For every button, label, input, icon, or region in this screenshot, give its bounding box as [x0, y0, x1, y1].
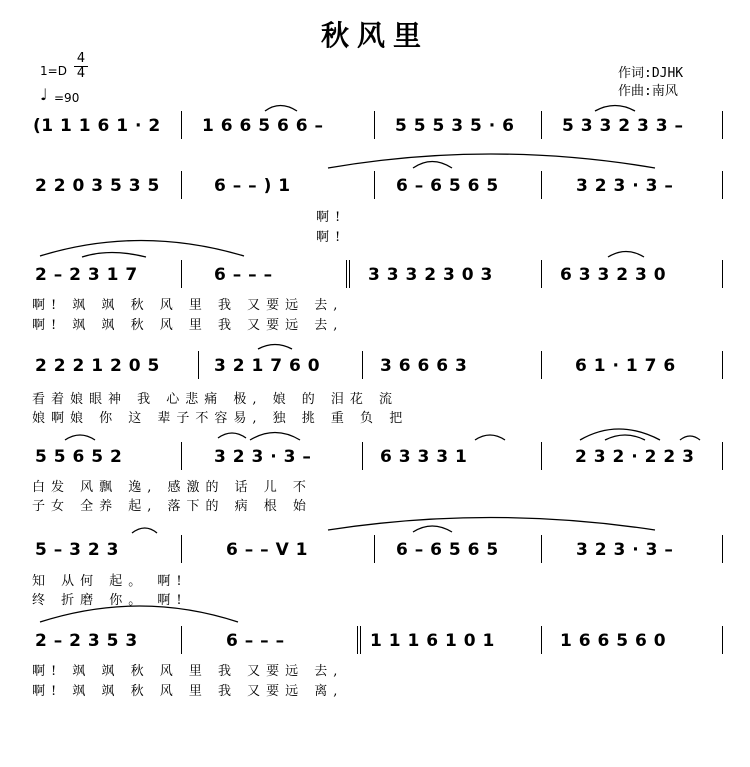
slur [475, 435, 505, 440]
slur [40, 606, 238, 622]
bar-line [181, 535, 182, 563]
bar-line [722, 442, 723, 470]
measure: 3 2 1 7 6 0 [214, 356, 321, 376]
measure: 2 – 2 3 1 7 [35, 265, 138, 285]
page-title: 秋风里 [320, 19, 429, 52]
measure: 6 – – V 1 [226, 540, 308, 560]
time-signature [74, 53, 88, 80]
key-signature: 1=D [40, 64, 67, 78]
measure: 6 – 6 5 6 5 [396, 176, 499, 196]
lyric-line: 啊! [316, 210, 347, 225]
lyric-line: 啊! 飒 飒 秋 风 里 我 又要远 离, [32, 684, 344, 699]
bar-line [722, 260, 723, 288]
slur [132, 528, 157, 533]
bar-line [181, 442, 182, 470]
bar-line [541, 260, 542, 288]
lyric-line: 啊! 飒 飒 秋 风 里 我 又要远 去, [32, 298, 344, 313]
lyric-line: 啊! 飒 飒 秋 风 里 我 又要远 去, [32, 318, 344, 333]
lyric-line: 娘啊娘 你 这 辈子不容易, 独 挑 重 负 把 [32, 411, 409, 426]
bar-line [722, 535, 723, 563]
slur [413, 526, 452, 532]
measure: 3 6 6 6 3 [380, 356, 468, 376]
measure: 2 2 2 1 2 0 5 [35, 356, 160, 376]
quarter-note-icon: ♩ [40, 85, 48, 104]
measure: 5 3 3 2 3 3 – [562, 116, 684, 136]
bar-line [722, 111, 723, 139]
slur [250, 433, 300, 441]
bar-line [722, 351, 723, 379]
measure: 2 – 2 3 5 3 [35, 631, 138, 651]
bar-line [360, 626, 361, 654]
measure: 5 5 5 3 5 · 6 [395, 116, 515, 136]
slur [40, 241, 244, 257]
measure: 3 2 3 · 3 – [214, 447, 312, 467]
bar-line [541, 351, 542, 379]
measure: 1 6 6 5 6 6 – [202, 116, 324, 136]
slur [605, 435, 645, 440]
measure: 2 3 2 · 2 2 3 [575, 447, 695, 467]
measure: 5 5 6 5 2 [35, 447, 123, 467]
bar-line [541, 442, 542, 470]
bar-line [357, 626, 358, 654]
slur [608, 252, 644, 258]
lyricist-credit: 作词:DJHK [618, 66, 684, 81]
slur [258, 345, 292, 350]
measure: 6 3 3 2 3 0 [560, 265, 667, 285]
bar-line [346, 260, 347, 288]
slur [328, 154, 655, 168]
bar-line [374, 535, 375, 563]
slur [218, 433, 246, 438]
bar-line [181, 626, 182, 654]
slur [595, 106, 635, 112]
measure: 5 – 3 2 3 [35, 540, 119, 560]
bar-line [722, 171, 723, 199]
measure: 3 2 3 · 3 – [576, 540, 674, 560]
tempo-marking: =90 [54, 91, 80, 105]
measure: 6 1 · 1 7 6 [575, 356, 676, 376]
measure: 6 3 3 3 1 [380, 447, 468, 467]
measure: 6 – – – [214, 265, 273, 285]
slur [680, 436, 700, 440]
measure: 6 – – – [226, 631, 285, 651]
bar-line [722, 626, 723, 654]
lyric-line: 看着娘眼神 我 心悲痛 极, 娘 的 泪花 流 [32, 392, 399, 407]
time-signature-top: 4 [76, 51, 86, 66]
slur [265, 106, 297, 112]
bar-line [541, 626, 542, 654]
bar-line [349, 260, 350, 288]
slur [328, 518, 655, 531]
measure: 1 6 6 5 6 0 [560, 631, 667, 651]
measure: 6 – 6 5 6 5 [396, 540, 499, 560]
time-signature-bottom: 4 [76, 66, 86, 81]
measure: 3 2 3 · 3 – [576, 176, 674, 196]
slur [82, 253, 146, 258]
measure: 1 1 1 6 1 0 1 [370, 631, 495, 651]
lyric-line: 啊! [316, 230, 347, 245]
slur [580, 429, 660, 440]
bar-line [541, 111, 542, 139]
bar-line [362, 351, 363, 379]
bar-line [181, 111, 182, 139]
measure: 2 2 0 3 5 3 5 [35, 176, 160, 196]
bar-line [181, 171, 182, 199]
bar-line [374, 171, 375, 199]
lyric-line: 知 从何 起。 啊! [32, 574, 188, 589]
composer-credit: 作曲:南风 [618, 84, 678, 99]
measure: 3 3 3 2 3 0 3 [368, 265, 493, 285]
bar-line [541, 535, 542, 563]
slur [413, 162, 452, 169]
lyric-line: 啊! 飒 飒 秋 风 里 我 又要远 去, [32, 664, 344, 679]
bar-line [198, 351, 199, 379]
measure: (1 1 1 6 1 · 2 [33, 116, 161, 136]
lyric-line: 子女 全养 起, 落下的 病 根 始 [32, 499, 312, 514]
bar-line [362, 442, 363, 470]
bar-line [541, 171, 542, 199]
bar-line [181, 260, 182, 288]
measure: 6 – – ) 1 [214, 176, 291, 196]
lyric-line: 终 折磨 你。 啊! [32, 593, 188, 608]
bar-line [374, 111, 375, 139]
slur [65, 435, 95, 440]
lyric-line: 白发 风飘 逸, 感激的 话 儿 不 [32, 480, 312, 495]
